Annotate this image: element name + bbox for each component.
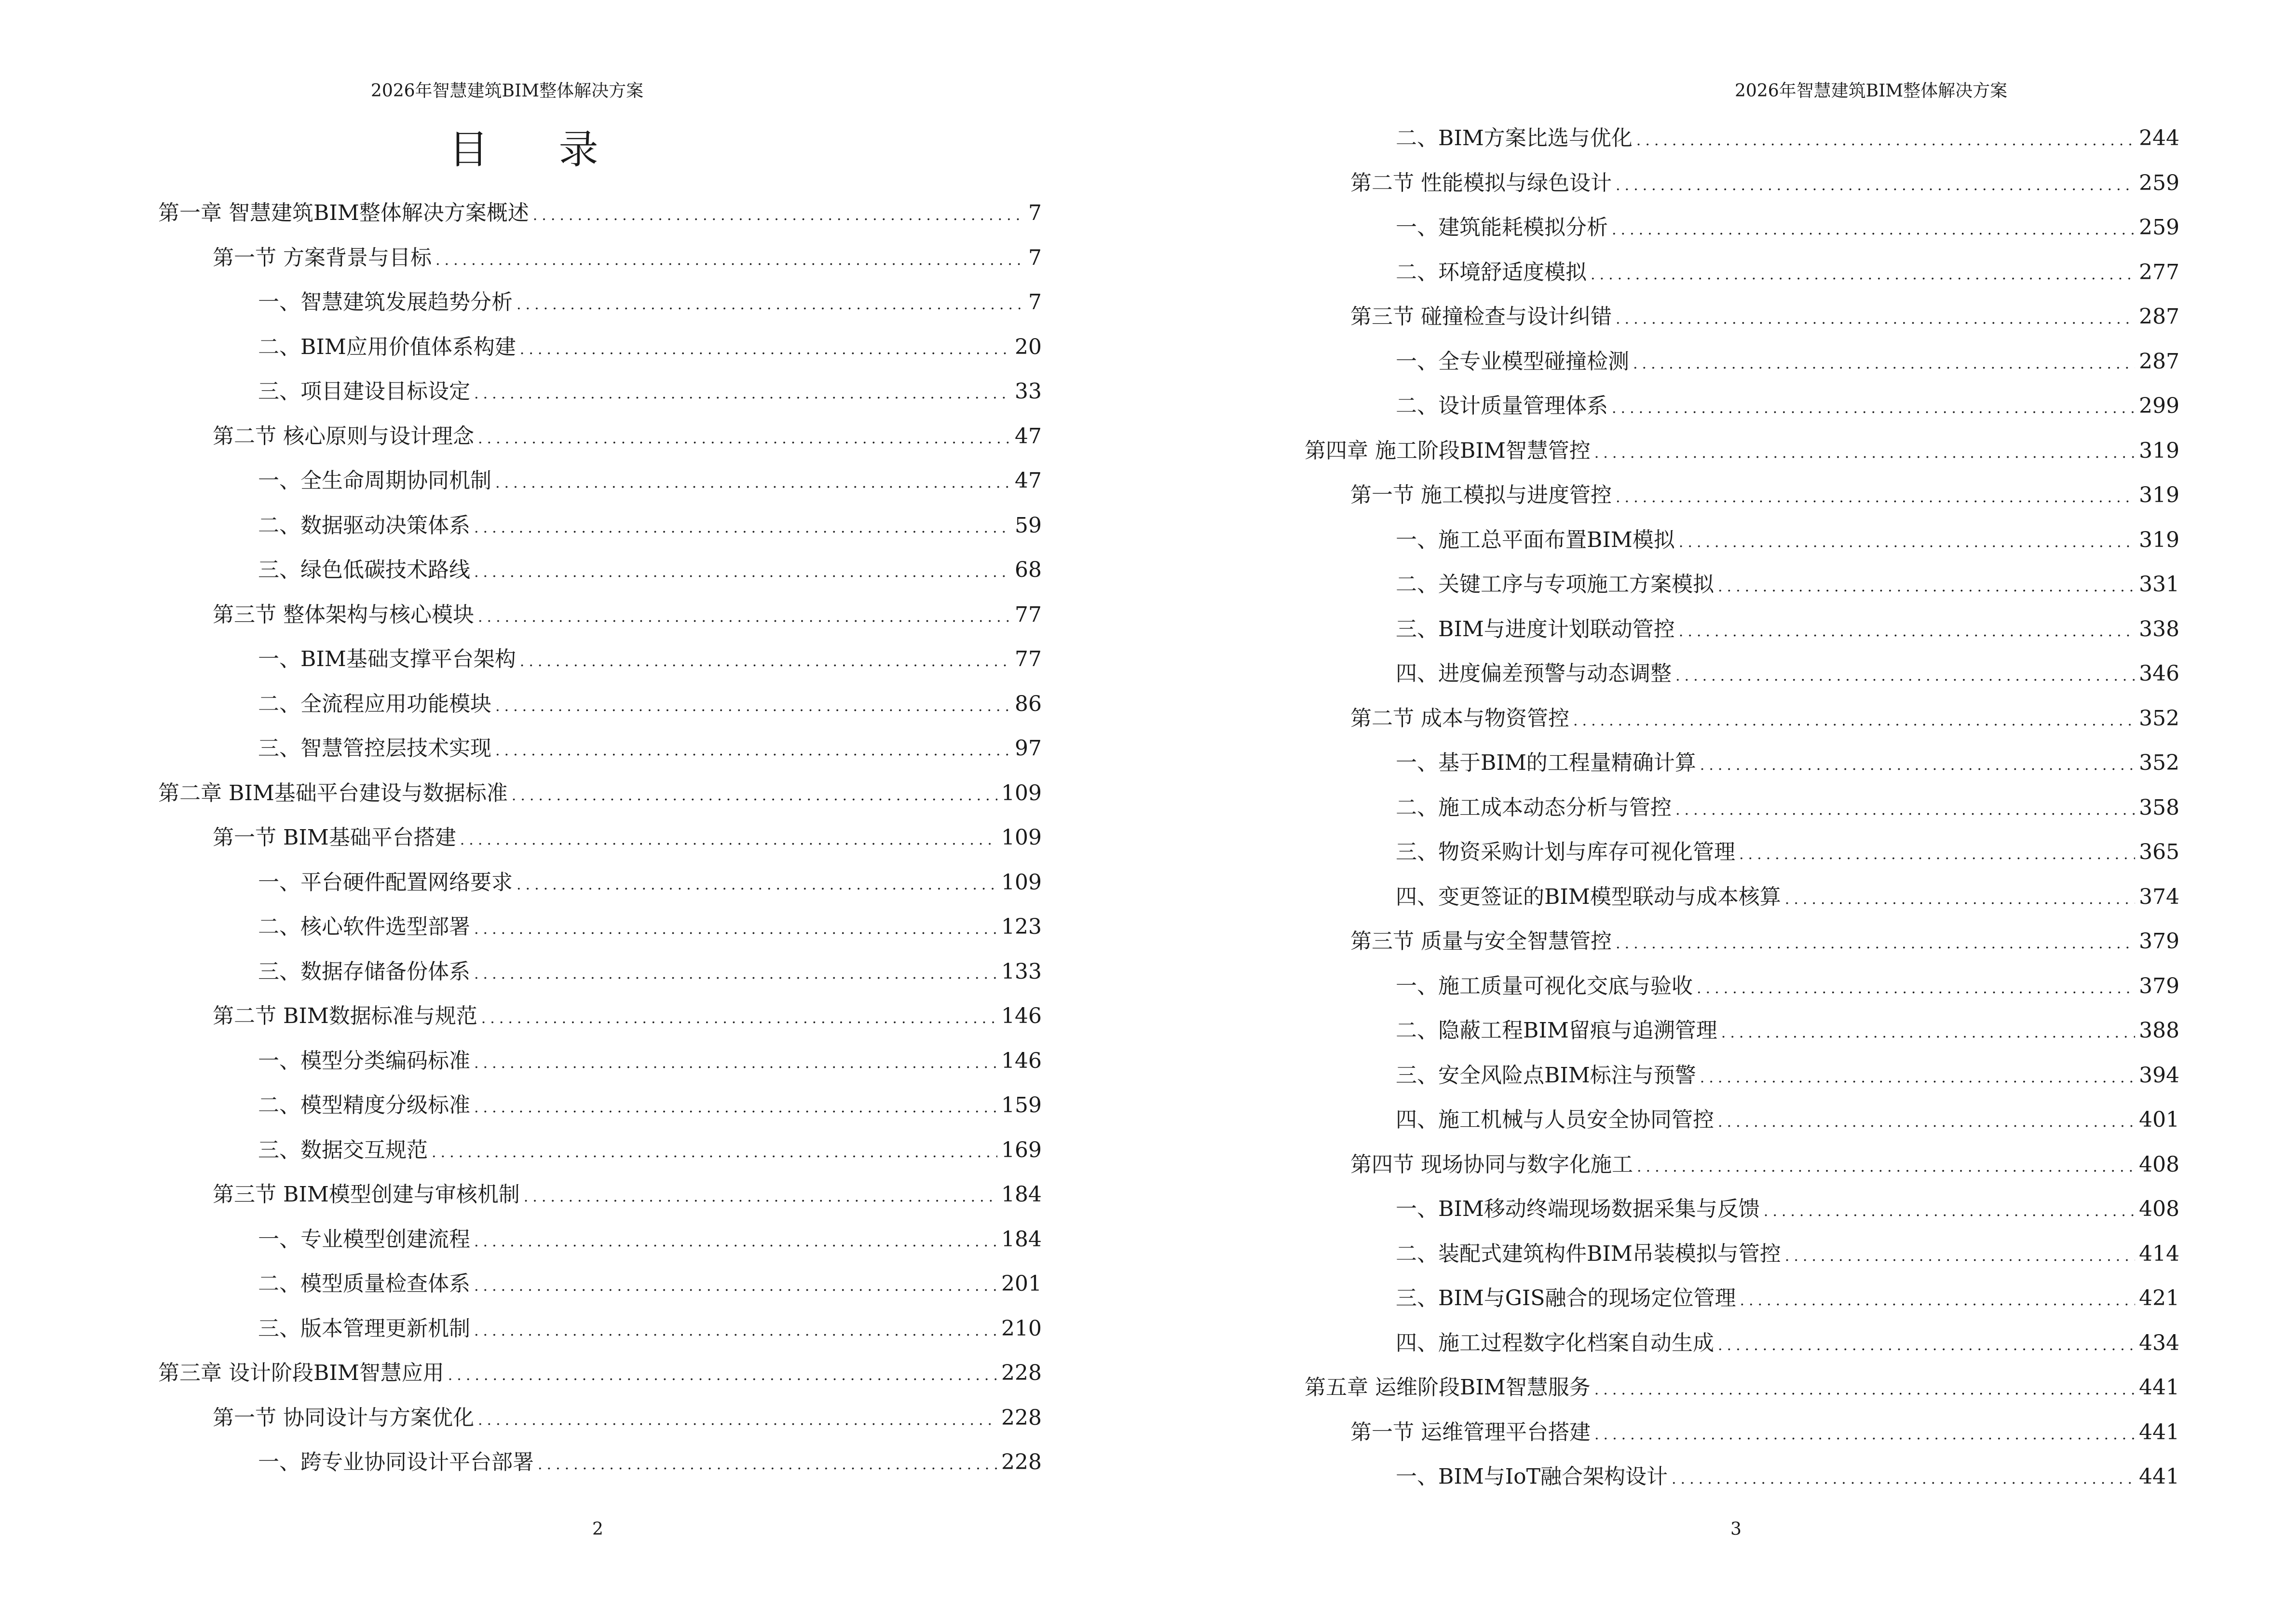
- toc-entry-page-number: 47: [1015, 423, 1042, 449]
- dot-leader: [1616, 935, 2135, 952]
- toc-entry[interactable]: [1350, 165, 2179, 194]
- toc-entry[interactable]: [1396, 1325, 2179, 1354]
- dot-leader: [432, 1144, 997, 1161]
- toc-entry[interactable]: [1396, 834, 2179, 863]
- dot-leader: [520, 653, 1011, 670]
- dot-leader: [478, 430, 1011, 447]
- toc-entry[interactable]: [1396, 210, 2179, 239]
- toc-entry-label: 二、数据驱动决策体系: [258, 513, 470, 538]
- toc-entry-label: 四、施工机械与人员安全协同管控: [1396, 1107, 1714, 1132]
- toc-entry-label: 二、施工成本动态分析与管控: [1396, 795, 1672, 820]
- toc-entry-label: 一、施工质量可视化交底与验收: [1396, 973, 1693, 998]
- dot-leader: [478, 1412, 997, 1429]
- dot-leader: [1679, 534, 2135, 551]
- toc-entry-page-number: 394: [2139, 1063, 2179, 1088]
- toc-entry-page-number: 146: [1001, 1048, 1042, 1073]
- dot-leader: [1594, 1381, 2135, 1398]
- dot-leader: [1697, 980, 2135, 997]
- toc-entry-label: 第三章 设计阶段BIM智慧应用: [158, 1361, 444, 1385]
- toc-entry-label: 一、平台硬件配置网络要求: [258, 870, 513, 895]
- dot-leader: [1718, 1114, 2135, 1131]
- toc-entry[interactable]: [258, 909, 1042, 938]
- toc-entry-label: 三、物资采购计划与库存可视化管理: [1396, 840, 1735, 864]
- toc-entry[interactable]: [1305, 1370, 2179, 1399]
- dot-leader: [436, 252, 1024, 269]
- dot-leader: [474, 519, 1011, 536]
- toc-entry-label: 二、BIM应用价值体系构建: [258, 334, 516, 359]
- toc-entry-page-number: 408: [2139, 1152, 2179, 1177]
- toc-entry-label: 三、BIM与进度计划联动管控: [1396, 616, 1675, 641]
- toc-entry[interactable]: [1396, 522, 2179, 551]
- toc-entry-page-number: 184: [1001, 1227, 1042, 1252]
- dot-leader: [474, 1278, 997, 1295]
- toc-entry-page-number: 408: [2139, 1197, 2179, 1221]
- toc-entry[interactable]: [258, 1133, 1042, 1161]
- toc-entry-label: 二、全流程应用功能模块: [258, 691, 491, 716]
- toc-entry-page-number: 228: [1001, 1361, 1042, 1385]
- toc-entry-label: 三、安全风险点BIM标注与预警: [1396, 1063, 1696, 1088]
- toc-entry-page-number: 331: [2139, 572, 2179, 597]
- toc-entry-page-number: 33: [1015, 379, 1042, 404]
- toc-entry-page-number: 169: [1001, 1137, 1042, 1162]
- dot-leader: [495, 698, 1011, 715]
- toc-entry[interactable]: [158, 776, 1042, 805]
- toc-entry-page-number: 146: [1001, 1004, 1042, 1028]
- toc-entry-page-number: 287: [2139, 349, 2179, 374]
- toc-entry[interactable]: [158, 195, 1042, 224]
- toc-entry-label: 三、数据存储备份体系: [258, 959, 470, 984]
- toc-entry[interactable]: [213, 240, 1042, 269]
- toc-entry-page-number: 319: [2139, 527, 2179, 552]
- toc-entry-page-number: 287: [2139, 304, 2179, 329]
- toc-entry-page-number: 277: [2139, 259, 2179, 285]
- toc-entry[interactable]: [213, 998, 1042, 1027]
- toc-entry-page-number: 319: [2139, 483, 2179, 507]
- toc-entry-label: 二、设计质量管理体系: [1396, 394, 1608, 418]
- dot-leader: [448, 1367, 997, 1384]
- toc-entry-page-number: 109: [1001, 870, 1042, 895]
- dot-leader: [1764, 1203, 2135, 1220]
- toc-entry-label: 第三节 质量与安全智慧管控: [1350, 929, 1612, 954]
- running-header: 2026年智慧建筑BIM整体解决方案: [370, 81, 644, 101]
- dot-leader: [1672, 1471, 2135, 1488]
- toc-entry[interactable]: [213, 820, 1042, 849]
- toc-entry-page-number: 68: [1015, 558, 1042, 582]
- toc-entry-label: 第二节 成本与物资管控: [1350, 706, 1569, 731]
- toc-entry-page-number: 259: [2139, 215, 2179, 240]
- page-number: 2: [592, 1519, 603, 1539]
- dot-leader: [1616, 177, 2135, 194]
- toc-entry-page-number: 401: [2139, 1107, 2179, 1132]
- toc-entry[interactable]: [1350, 924, 2179, 953]
- dot-leader: [481, 1010, 997, 1027]
- toc-entry-page-number: 299: [2139, 394, 2179, 418]
- dot-leader: [474, 564, 1011, 581]
- dot-leader: [1633, 355, 2135, 372]
- toc-entry-page-number: 228: [1001, 1405, 1042, 1430]
- toc-entry-label: 三、数据交互规范: [258, 1137, 428, 1162]
- dot-leader: [517, 296, 1024, 313]
- dot-leader: [1612, 400, 2135, 417]
- toc-entry-page-number: 109: [1001, 780, 1042, 805]
- toc-entry[interactable]: [258, 1222, 1042, 1251]
- dot-leader: [478, 609, 1011, 626]
- dot-leader: [1594, 1426, 2135, 1443]
- toc-entry[interactable]: [258, 1088, 1042, 1117]
- toc-entry-label: 一、施工总平面布置BIM模拟: [1396, 527, 1675, 552]
- toc-entry-page-number: 7: [1028, 245, 1042, 270]
- dot-leader: [474, 385, 1011, 402]
- toc-entry[interactable]: [258, 641, 1042, 670]
- dot-leader: [474, 966, 997, 983]
- dot-leader: [1739, 846, 2135, 863]
- dot-leader: [1675, 802, 2135, 819]
- toc-entry[interactable]: [258, 865, 1042, 894]
- toc-entry-page-number: 259: [2139, 170, 2179, 195]
- dot-leader: [1700, 1069, 2135, 1086]
- dot-leader: [1594, 445, 2135, 462]
- toc-entry-page-number: 374: [2139, 884, 2179, 909]
- toc-entry-label: 四、施工过程数字化档案自动生成: [1396, 1330, 1714, 1355]
- toc-entry-page-number: 20: [1015, 334, 1042, 359]
- dot-leader: [474, 1323, 997, 1339]
- toc-entry[interactable]: [258, 552, 1042, 581]
- toc-entry[interactable]: [1350, 1415, 2179, 1444]
- toc-entry-label: 三、项目建设目标设定: [258, 379, 470, 404]
- dot-leader: [1721, 1024, 2135, 1041]
- dot-leader: [1785, 1248, 2135, 1265]
- toc-entry[interactable]: [1396, 969, 2179, 997]
- toc-entry-page-number: 7: [1028, 290, 1042, 314]
- toc-entry[interactable]: [1396, 388, 2179, 417]
- toc-entry-page-number: 441: [2139, 1375, 2179, 1400]
- toc-entry-label: 第二章 BIM基础平台建设与数据标准: [158, 780, 508, 805]
- toc-entry-label: 一、跨专业协同设计平台部署: [258, 1450, 534, 1474]
- dot-leader: [520, 341, 1011, 358]
- toc-entry-page-number: 184: [1001, 1182, 1042, 1207]
- toc-entry-page-number: 228: [1001, 1450, 1042, 1474]
- toc-entry-page-number: 77: [1015, 602, 1042, 627]
- toc-entry-label: 三、版本管理更新机制: [258, 1316, 470, 1341]
- toc-entry-page-number: 434: [2139, 1330, 2179, 1355]
- dot-leader: [1740, 1292, 2135, 1309]
- right-page: 2026年智慧建筑BIM整体解决方案 二、BIM方案比选与优化 ..... 244 第二节 性能模拟与绿色设计 ..... 259 一、建筑能耗模拟分析 ..... 259 二、环境舒适度模拟 ..... 277 第三节 碰撞检查与设计纠错 ..... 287 一、全专业模型碰撞检测 ..... 287 二、设计质量管理体系 ..... 299 第四章 施工阶段BIM智慧管控 ..... 319 第一节 施工模拟与进度管控 ..... 319 一、施工总平面布置BIM模拟 ..... 319 二、关键工序与专项施工方案模拟 ..... 331 三、BIM与进度计划联动管控 ..... 338 四、进度偏差预警与动态调整 ..... 346 第二节 成本与物资管控 ..... 352 一、基于BIM的工程量精确计算 ..... 352 二、施工成本动态分析与管控 ..... 358 三、物资采购计划与库存可视化管理 ..... 365 四、变更签证的BIM模型联动与成本核算 ..... 374 第三节 质量与安全智慧管控 ..... 379 一、施工质量可视化交底与验收 ..... 379 二、隐蔽工程BIM留痕与追溯管理 ..... 388 三、安全风险点BIM标注与预警 ..... 394 四、施工机械与人员安全协同管控 ..... 401 第四节 现场协同与数字化施工 ..... 408 一、BIM移动终端现场数据采集与反馈 ..... 408 二、装配式建筑构件BIM吊装模拟与管控 ..... 414 三、BIM与GIS融合的现场定位管理 ..... 421 四、施工过程数字化档案自动生成 ..... 434 第五章 运维阶段BIM智慧服务 ..... 441 第一节 运维管理平台搭建 ..... 441 一、BIM与IoT融合架构设计 ..... 441 3: [1144, 0, 2287, 1624]
- toc-entry[interactable]: [213, 597, 1042, 626]
- toc-entry-label: 二、隐蔽工程BIM留痕与追溯管理: [1396, 1018, 1717, 1043]
- toc-entry-label: 一、BIM移动终端现场数据采集与反馈: [1396, 1197, 1760, 1221]
- toc-entry[interactable]: [258, 1266, 1042, 1295]
- toc-entry-page-number: 97: [1015, 736, 1042, 761]
- toc-entry[interactable]: [1396, 567, 2179, 596]
- toc-entry-label: 第一章 智慧建筑BIM整体解决方案概述: [158, 201, 529, 225]
- toc-entry-label: 第三节 整体架构与核心模块: [213, 602, 474, 627]
- dot-leader: [474, 1055, 997, 1072]
- toc-entry[interactable]: [258, 731, 1042, 760]
- toc-entry-page-number: 441: [2139, 1464, 2179, 1489]
- toc-entry-label: 第一节 方案背景与目标: [213, 245, 432, 270]
- toc-entry[interactable]: [258, 954, 1042, 983]
- toc-entry[interactable]: [1396, 612, 2179, 641]
- dot-leader: [1679, 623, 2135, 640]
- toc-entry[interactable]: [1396, 1102, 2179, 1131]
- toc-entry[interactable]: [1396, 1058, 2179, 1087]
- toc-entry[interactable]: [258, 285, 1042, 314]
- dot-leader: [512, 787, 997, 804]
- toc-entry[interactable]: [1396, 1191, 2179, 1220]
- toc-entry-label: 第三节 BIM模型创建与审核机制: [213, 1182, 520, 1207]
- toc-entry-page-number: 352: [2139, 706, 2179, 731]
- toc-entry[interactable]: [258, 1043, 1042, 1072]
- toc-entry-page-number: 123: [1001, 914, 1042, 939]
- toc-entry[interactable]: [1396, 1236, 2179, 1265]
- toc-entry[interactable]: [213, 419, 1042, 448]
- dot-leader: [1573, 712, 2135, 729]
- dot-leader: [1616, 311, 2135, 328]
- dot-leader: [474, 1099, 997, 1116]
- toc-entry-page-number: 59: [1015, 513, 1042, 538]
- toc-entry-label: 第一节 BIM基础平台搭建: [213, 825, 456, 850]
- toc-entry-label: 一、BIM基础支撑平台架构: [258, 647, 516, 671]
- toc-entry-label: 第二节 核心原则与设计理念: [213, 423, 474, 449]
- toc-entry[interactable]: [158, 1355, 1042, 1384]
- toc-entry-page-number: 379: [2139, 929, 2179, 954]
- toc-entry-label: 二、装配式建筑构件BIM吊装模拟与管控: [1396, 1241, 1781, 1266]
- toc-entry-page-number: 338: [2139, 616, 2179, 641]
- toc-entry-label: 第二节 BIM数据标准与规范: [213, 1004, 477, 1028]
- toc-entry-label: 二、核心软件选型部署: [258, 914, 470, 939]
- toc-entry-label: 一、BIM与IoT融合架构设计: [1396, 1464, 1668, 1489]
- page-number: 3: [1730, 1519, 1742, 1539]
- dot-leader: [1785, 891, 2135, 908]
- toc-title: 目 录: [449, 127, 627, 173]
- dot-leader: [524, 1188, 997, 1205]
- toc-entry[interactable]: [1396, 790, 2179, 819]
- toc-entry-page-number: 133: [1001, 959, 1042, 984]
- toc-entry-page-number: 77: [1015, 647, 1042, 671]
- dot-leader: [495, 742, 1011, 759]
- dot-leader: [538, 1456, 997, 1473]
- toc-entry-label: 三、智慧管控层技术实现: [258, 736, 491, 761]
- dot-leader: [460, 832, 997, 848]
- toc-entry-page-number: 358: [2139, 795, 2179, 820]
- toc-entry[interactable]: [1396, 745, 2179, 774]
- toc-entry-page-number: 388: [2139, 1018, 2179, 1043]
- toc-entry-label: 一、建筑能耗模拟分析: [1396, 215, 1608, 240]
- toc-entry[interactable]: [1396, 1013, 2179, 1042]
- toc-entry-label: 四、变更签证的BIM模型联动与成本核算: [1396, 884, 1781, 909]
- toc-entry-label: 第一节 运维管理平台搭建: [1350, 1419, 1591, 1445]
- toc-entry-page-number: 210: [1001, 1316, 1042, 1341]
- toc-entry-page-number: 414: [2139, 1241, 2179, 1266]
- toc-entry[interactable]: [1350, 701, 2179, 730]
- toc-entry[interactable]: [1396, 1459, 2179, 1488]
- toc-entry-page-number: 421: [2139, 1286, 2179, 1310]
- dot-leader: [1616, 489, 2135, 506]
- toc-entry[interactable]: [1396, 879, 2179, 908]
- dot-leader: [1591, 266, 2135, 283]
- toc-entry[interactable]: [1350, 299, 2179, 328]
- toc-entry-label: 二、环境舒适度模拟: [1396, 259, 1587, 285]
- dot-leader: [1675, 668, 2135, 684]
- toc-entry-label: 一、模型分类编码标准: [258, 1048, 470, 1073]
- toc-entry-label: 第三节 碰撞检查与设计纠错: [1350, 304, 1612, 329]
- toc-entry-page-number: 346: [2139, 661, 2179, 686]
- toc-entry[interactable]: [1396, 656, 2179, 685]
- toc-entry-label: 一、全专业模型碰撞检测: [1396, 349, 1629, 374]
- dot-leader: [1718, 578, 2135, 595]
- toc-entry-label: 四、进度偏差预警与动态调整: [1396, 661, 1672, 686]
- dot-leader: [517, 876, 997, 893]
- toc-entry[interactable]: [213, 1400, 1042, 1429]
- toc-entry-label: 一、专业模型创建流程: [258, 1227, 470, 1252]
- toc-entry[interactable]: [258, 1311, 1042, 1340]
- toc-entry-label: 三、BIM与GIS融合的现场定位管理: [1396, 1286, 1736, 1310]
- dot-leader: [1637, 1159, 2135, 1175]
- toc-entry-label: 二、关键工序与专项施工方案模拟: [1396, 572, 1714, 597]
- toc-entry-label: 第二节 性能模拟与绿色设计: [1350, 170, 1612, 195]
- dot-leader: [1718, 1337, 2135, 1354]
- dot-leader: [495, 475, 1011, 491]
- toc-entry[interactable]: [213, 1177, 1042, 1206]
- toc-entry[interactable]: [1350, 1147, 2179, 1176]
- toc-entry-page-number: 86: [1015, 691, 1042, 716]
- dot-leader: [533, 207, 1024, 224]
- toc-entry-label: 二、BIM方案比选与优化: [1396, 126, 1633, 150]
- toc-entry-page-number: 109: [1001, 825, 1042, 850]
- toc-entry-page-number: 201: [1001, 1271, 1042, 1296]
- dot-leader: [474, 921, 997, 938]
- toc-entry-label: 一、基于BIM的工程量精确计算: [1396, 751, 1696, 775]
- toc-entry-label: 第五章 运维阶段BIM智慧服务: [1305, 1375, 1591, 1400]
- toc-entry-label: 二、模型精度分级标准: [258, 1093, 470, 1118]
- toc-entry-page-number: 379: [2139, 973, 2179, 998]
- toc-entry-page-number: 159: [1001, 1093, 1042, 1118]
- toc-entry-page-number: 319: [2139, 438, 2179, 463]
- toc-entry-label: 第一节 施工模拟与进度管控: [1350, 483, 1612, 507]
- toc-entry-page-number: 244: [2139, 126, 2179, 150]
- toc-entry-page-number: 441: [2139, 1419, 2179, 1445]
- toc-entry-label: 第四节 现场协同与数字化施工: [1350, 1152, 1633, 1177]
- toc-entry-label: 一、智慧建筑发展趋势分析: [258, 290, 513, 314]
- toc-entry[interactable]: [1396, 255, 2179, 284]
- toc-entry-page-number: 352: [2139, 751, 2179, 775]
- toc-entry-label: 第四章 施工阶段BIM智慧管控: [1305, 438, 1591, 463]
- toc-entry-label: 第一节 协同设计与方案优化: [213, 1405, 474, 1430]
- dot-leader: [1700, 757, 2135, 774]
- toc-entry-label: 三、绿色低碳技术路线: [258, 558, 470, 582]
- toc-entry[interactable]: [258, 508, 1042, 537]
- dot-leader: [1612, 221, 2135, 238]
- toc-entry[interactable]: [258, 686, 1042, 715]
- toc-entry[interactable]: [258, 1445, 1042, 1474]
- toc-entry[interactable]: [1350, 478, 2179, 506]
- toc-entry-label: 二、模型质量检查体系: [258, 1271, 470, 1296]
- toc-entry[interactable]: [258, 329, 1042, 358]
- toc-entry[interactable]: [1396, 121, 2179, 150]
- toc-entry[interactable]: [258, 374, 1042, 403]
- toc-entry-page-number: 365: [2139, 840, 2179, 864]
- toc-entry[interactable]: [1396, 344, 2179, 373]
- toc-entry-label: 一、全生命周期协同机制: [258, 468, 491, 493]
- toc-entry[interactable]: [1305, 433, 2179, 462]
- dot-leader: [474, 1233, 997, 1250]
- toc-entry[interactable]: [1396, 1281, 2179, 1310]
- toc-entry[interactable]: [258, 463, 1042, 492]
- toc-entry-page-number: 47: [1015, 468, 1042, 493]
- toc-entry-page-number: 7: [1028, 201, 1042, 225]
- dot-leader: [1636, 132, 2135, 149]
